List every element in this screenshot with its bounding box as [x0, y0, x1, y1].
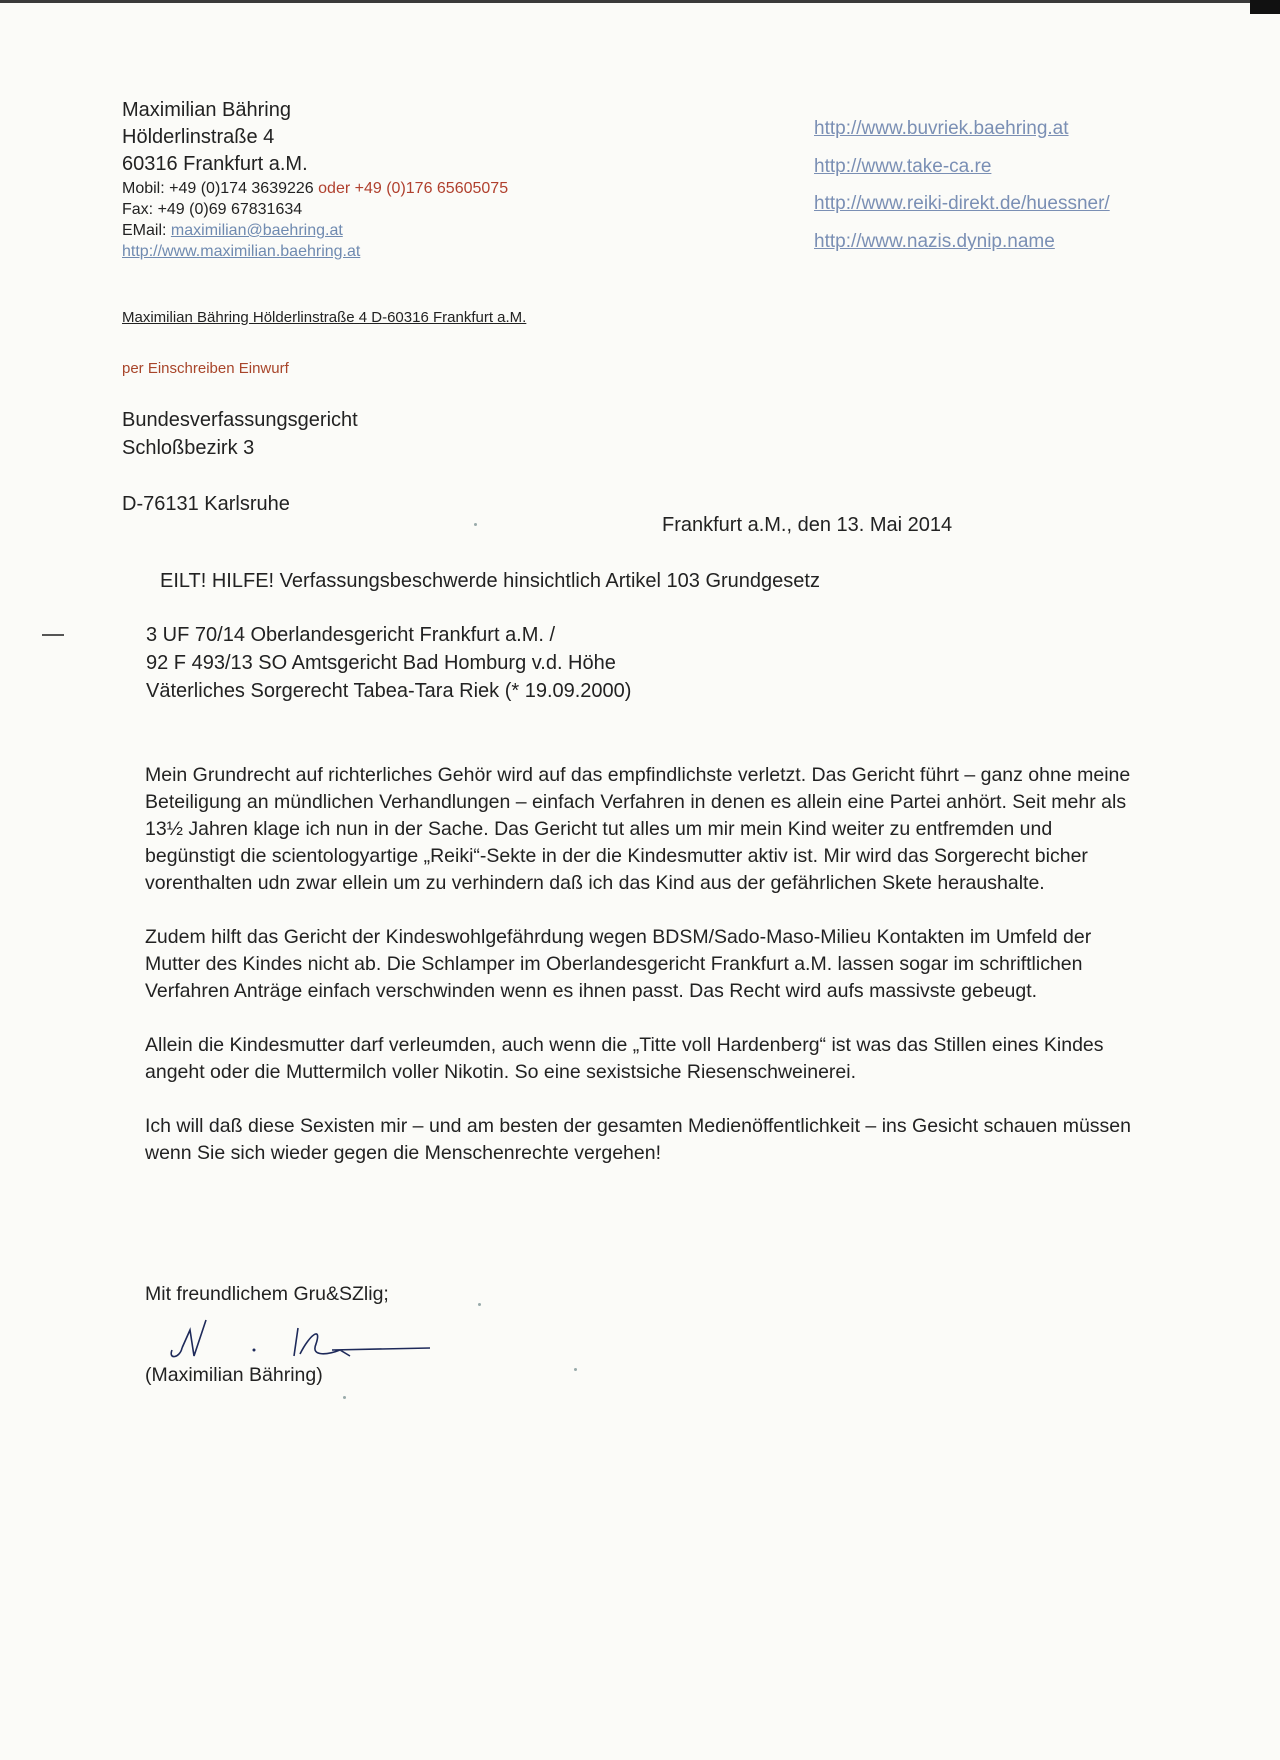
recipient-city: D-76131 Karlsruhe — [122, 493, 290, 515]
sender-email-line — [122, 220, 508, 241]
return-address-line: Maximilian Bähring Hölderlinstraße 4 D-60316 Frankfurt a.M. — [122, 309, 527, 326]
reference-line: Väterliches Sorgerecht Tabea-Tara Riek (* 19.09.2000) — [146, 680, 632, 702]
scan-speck — [478, 1303, 481, 1306]
sender-street: Hölderlinstraße 4 — [122, 126, 275, 148]
link-nazis-dynip[interactable]: http://www.nazis.dynip.name — [814, 230, 1055, 252]
body-paragraph: Mein Grundrecht auf richterliches Gehör wird auf das empfindlichste verletzt. Das Gericht führt – ganz ohne meine Beteiligung an mündlichen Verhandlungen – einfach Verfahren in denen es allein eine Partei anhört. Seit mehr als 13½ Jahren klage ich nun in der Sache. Das Gericht tut alles um mir mein Kind weiter zu entfremden und begünstigt die scientologyartige „Reiki“-Sekte in der die Kindesmutter aktiv ist. Mir wird das Sorgerecht bicher vorenthalten udn zwar ellein um zu verhindern daß ich das Kind aus der gefährlichen Skete heraushalte. — [145, 764, 1131, 894]
link-reiki-direkt[interactable]: http://www.reiki-direkt.de/huessner/ — [814, 193, 1110, 214]
sender-email-link[interactable]: maximilian@baehring.at — [170, 222, 343, 239]
recipient-block — [122, 406, 358, 518]
sender-name: Maximilian Bähring — [122, 99, 291, 121]
reference-line: 92 F 493/13 SO Amtsgericht Bad Homburg v.d. Höhe — [146, 652, 616, 674]
sender-mobile: Mobil: +49 (0)174 3639226 — [122, 180, 314, 197]
reference-block — [146, 621, 631, 705]
delivery-note: per Einschreiben Einwurf — [122, 360, 289, 377]
scan-speck — [474, 523, 477, 526]
fold-mark — [42, 634, 64, 636]
body-paragraph: Zudem hilft das Gericht der Kindeswohlgefährdung wegen BDSM/Sado-Maso-Milieu Kontakten im Umfeld der Mutter des Kindes nicht ab. Die Schlamper im Oberlandesgericht Frankfurt a.M. lassen sogar im schriftlichen Verfahren Anträge einfach verschwinden wenn es ihnen passt. Das Recht wird aufs massivste gebeugt. — [145, 926, 1092, 1002]
sender-fax: Fax: +49 (0)69 67831634 — [122, 201, 303, 218]
sender-phone-line — [122, 178, 508, 199]
recipient-name: Bundesverfassungsgericht — [122, 409, 358, 431]
closing-salutation: Mit freundlichem Gru&SZlig; — [145, 1283, 389, 1305]
sender-email-label: EMail: — [122, 222, 167, 239]
letter-body — [145, 762, 1145, 1194]
sender-city: 60316 Frankfurt a.M. — [122, 153, 308, 175]
signer-name: (Maximilian Bähring) — [145, 1364, 323, 1386]
reference-line: 3 UF 70/14 Oberlandesgericht Frankfurt a.M. / — [146, 624, 556, 646]
recipient-street: Schloßbezirk 3 — [122, 437, 255, 459]
link-take-care[interactable]: http://www.take-ca.re — [814, 155, 992, 177]
scan-top-edge — [0, 0, 1280, 3]
subject-line: EILT! HILFE! Verfassungsbeschwerde hinsichtlich Artikel 103 Grundgesetz — [160, 570, 820, 592]
sender-website-link[interactable]: http://www.maximilian.baehring.at — [122, 243, 361, 260]
body-paragraph: Ich will daß diese Sexisten mir – und am besten der gesamten Medienöffentlichkeit – ins Gesicht schauen müssen wenn Sie sich wieder gegen die Menschenrechte vergehen! — [145, 1115, 1131, 1164]
sender-block — [122, 97, 508, 262]
scan-speck — [574, 1368, 577, 1371]
date-line: Frankfurt a.M., den 13. Mai 2014 — [662, 514, 953, 536]
scan-corner-shadow — [1250, 0, 1280, 14]
sender-mobile-alt: oder +49 (0)176 65605075 — [318, 180, 509, 197]
link-buvriek[interactable]: http://www.buvriek.baehring.at — [814, 118, 1069, 139]
header-links — [814, 110, 1110, 260]
handwritten-signature — [160, 1310, 440, 1370]
body-paragraph: Allein die Kindesmutter darf verleumden, auch wenn die „Titte voll Hardenberg“ ist was das Stillen eines Kindes angeht oder die Muttermilch voller Nikotin. So eine sexistsiche Riesenschweinerei. — [145, 1034, 1104, 1083]
scan-speck — [343, 1396, 346, 1399]
